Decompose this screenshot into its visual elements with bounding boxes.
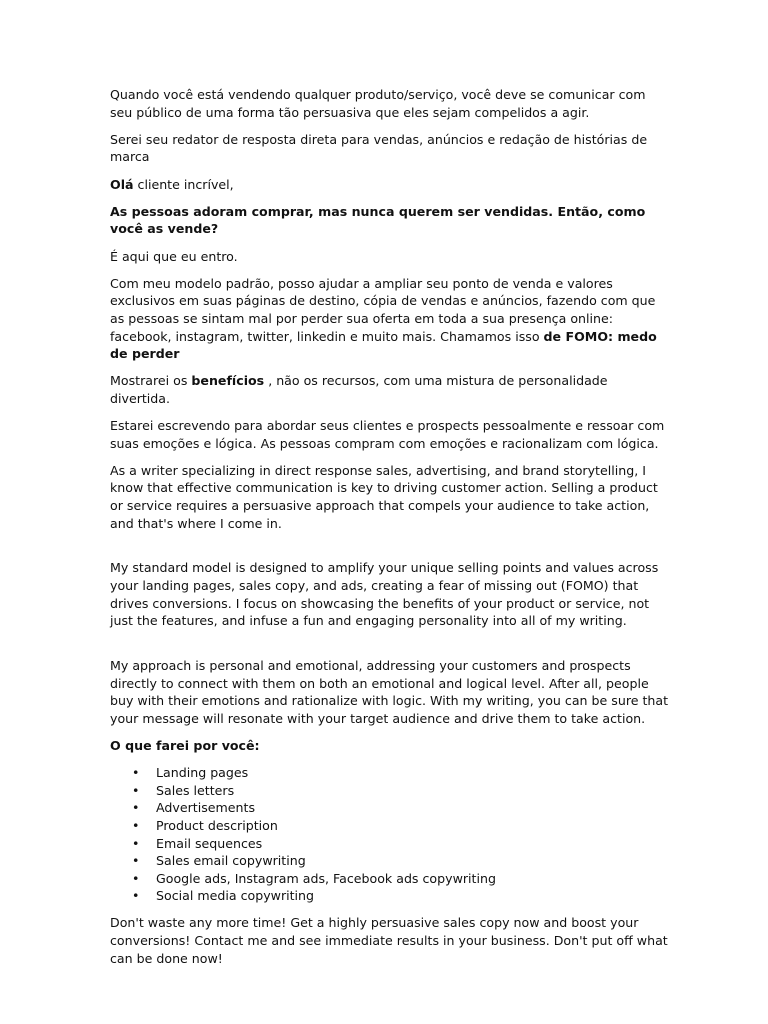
model-paragraph bbox=[110, 275, 670, 363]
greeting-bold: Olá bbox=[110, 176, 134, 192]
intro-paragraph: Quando você está vendendo qualquer produto/serviço, você deve se comunicar com seu público de uma forma tão persuasiva que eles sejam compelidos a agir. bbox=[110, 87, 646, 120]
model-text: Com meu modelo padrão, posso ajudar a ampliar seu ponto de venda e valores exclusivos em suas páginas de destino, cópia de vendas e anúncios, fazendo com que as pessoas se sintam mal por perder sua oferta em toda a sua presença online: facebook, instagram, twitter, linkedin e muito mais. Chamamos isso bbox=[110, 275, 656, 344]
list-item bbox=[110, 835, 670, 853]
services-heading bbox=[110, 737, 670, 755]
bullet-icon: • bbox=[132, 835, 140, 851]
bullet-icon: • bbox=[132, 817, 140, 833]
list-item-label: Sales letters bbox=[156, 782, 235, 798]
greeting bbox=[110, 176, 670, 194]
bullet-icon: • bbox=[132, 800, 140, 816]
emotions-paragraph: Estarei escrevendo para abordar seus clientes e prospects pessoalmente e ressoar com suas emoções e lógica. As pessoas compram com emoções e racionalizam com lógica. bbox=[110, 418, 665, 451]
offer-paragraph: Serei seu redator de resposta direta para vendas, anúncios e redação de histórias de marca bbox=[110, 131, 648, 165]
services-heading-bold: O que farei por você: bbox=[110, 737, 260, 753]
list-item bbox=[110, 852, 670, 870]
list-item bbox=[110, 817, 670, 835]
list-item bbox=[110, 887, 670, 905]
closing-paragraph: Don't waste any more time! Get a highly persuasive sales copy now and boost your conversions! Contact me and see immediate results in your business. Don't put off what can be done now! bbox=[110, 915, 668, 966]
blank-line bbox=[110, 639, 670, 657]
headline-bold: As pessoas adoram comprar, mas nunca querem ser vendidas. Então, como você as vende? bbox=[110, 203, 646, 237]
fomo-bold: de FOMO: medo de perder bbox=[110, 328, 657, 362]
benefits-post: , não os recursos, com uma mistura de personalidade divertida. bbox=[110, 373, 608, 406]
approach-paragraph: My approach is personal and emotional, addressing your customers and prospects directly to connect with them on both an emotional and logical level. After all, people buy with their emotions and rationalize with logic. With my writing, you can be sure that your message will resonate with your target audience and drive them to take action. bbox=[110, 657, 669, 726]
list-item-label: Advertisements bbox=[156, 800, 256, 816]
bullet-icon: • bbox=[132, 853, 140, 869]
bullet-icon: • bbox=[132, 782, 140, 798]
benefits-paragraph bbox=[110, 372, 670, 407]
greeting-text: cliente incrível, bbox=[133, 176, 234, 192]
document-page bbox=[110, 86, 670, 977]
list-item-label: Sales email copywriting bbox=[156, 853, 306, 869]
list-item bbox=[110, 782, 670, 800]
headline-paragraph bbox=[110, 203, 670, 238]
list-item-label: Google ads, Instagram ads, Facebook ads copywriting bbox=[156, 870, 496, 886]
list-item bbox=[110, 764, 670, 782]
benefits-pre: Mostrarei os bbox=[110, 373, 192, 389]
blank-line bbox=[110, 542, 670, 560]
list-item-label: Social media copywriting bbox=[156, 888, 315, 904]
standard-model-paragraph: My standard model is designed to amplify your unique selling points and values across your landing pages, sales copy, and ads, creating a fear of missing out (FOMO) that drives conversions. I focus on showcasing the benefits of your product or service, not just the features, and infuse a fun and engaging personality into all of my writing. bbox=[110, 560, 659, 629]
list-item-label: Product description bbox=[156, 817, 278, 833]
services-list bbox=[110, 764, 670, 905]
list-item bbox=[110, 799, 670, 817]
bullet-icon: • bbox=[132, 870, 140, 886]
benefits-bold: benefícios bbox=[191, 373, 265, 389]
list-item-label: Landing pages bbox=[156, 765, 249, 781]
bullet-icon: • bbox=[132, 888, 140, 904]
list-item bbox=[110, 870, 670, 888]
list-item-label: Email sequences bbox=[156, 835, 263, 851]
bullet-icon: • bbox=[132, 765, 140, 781]
writer-paragraph: As a writer specializing in direct response sales, advertising, and brand storytelling, I know that effective communication is key to driving customer action. Selling a product or service requires a persuasive approach that compels your audience to take action, and that's where I come in. bbox=[110, 462, 658, 531]
entry-paragraph: É aqui que eu entro. bbox=[110, 248, 238, 264]
